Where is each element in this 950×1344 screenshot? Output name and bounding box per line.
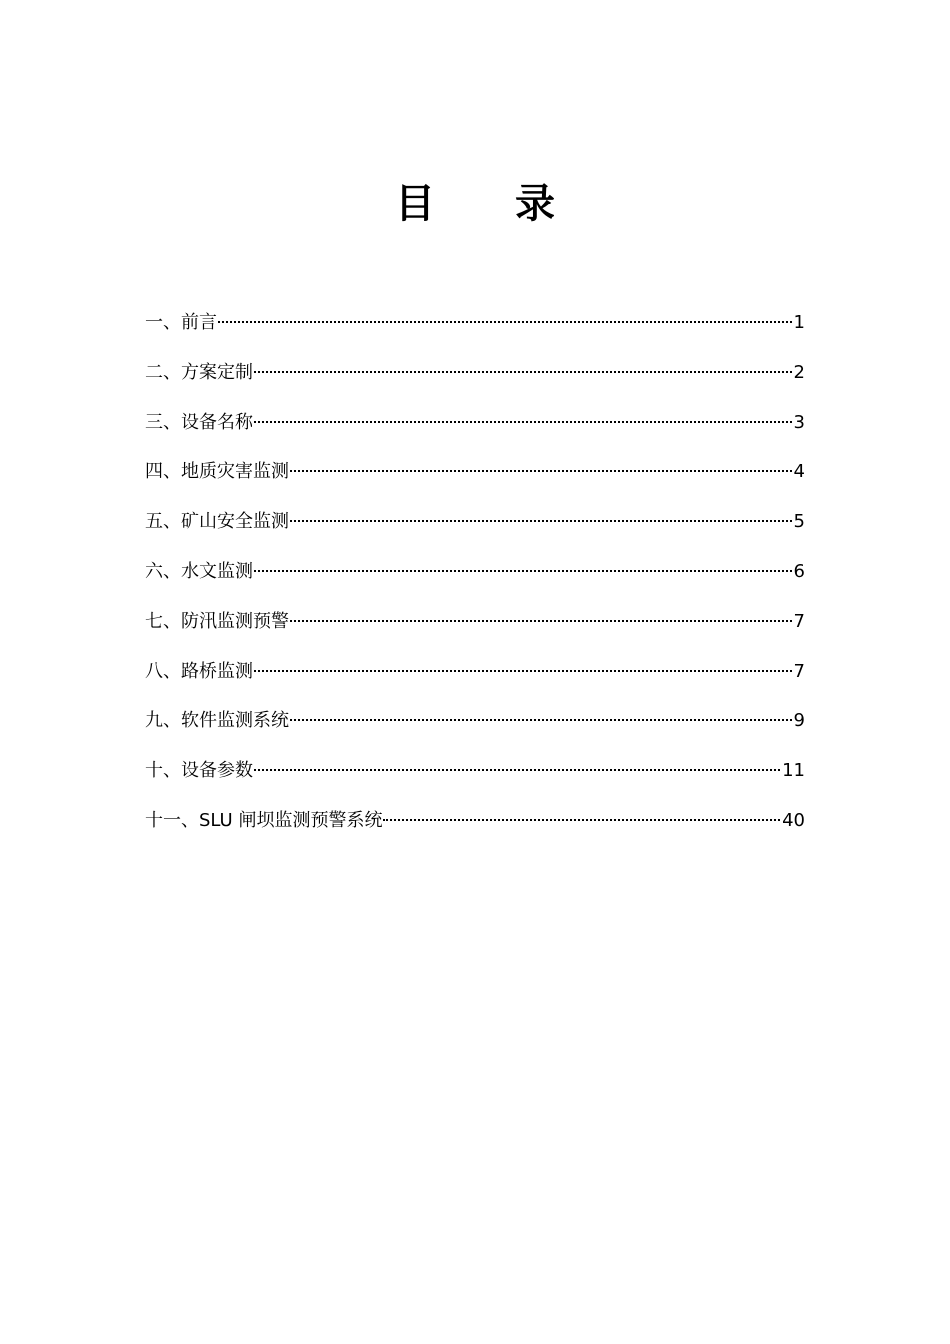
dot-leader <box>254 421 792 423</box>
toc-entry-label: 六、水文监测 <box>145 560 253 582</box>
toc-entry-road-bridge[interactable] <box>145 658 805 708</box>
toc-entry-page: 6 <box>793 560 805 582</box>
toc-entry-mine-safety[interactable] <box>145 508 805 558</box>
toc-entry-label: 五、矿山安全监测 <box>145 511 289 533</box>
dot-leader <box>218 321 792 323</box>
toc-entry-label: 十一、SLU 闸坝监测预警系统 <box>145 809 383 831</box>
toc-entry-label: 一、前言 <box>145 312 217 333</box>
page-title <box>0 172 950 229</box>
toc-entry-equipment-parameters[interactable] <box>145 757 805 807</box>
toc-entry-page: 7 <box>793 610 805 632</box>
dot-leader <box>254 769 780 771</box>
toc-entry-label: 四、地质灾害监测 <box>145 461 289 483</box>
table-of-contents <box>145 309 805 857</box>
title-char-1: 目 <box>395 180 435 227</box>
toc-entry-page: 9 <box>793 710 805 732</box>
toc-entry-label: 七、防汛监测预警 <box>145 610 289 632</box>
dot-leader <box>254 371 792 373</box>
toc-entry-page: 4 <box>793 461 805 483</box>
toc-entry-page: 40 <box>782 809 805 831</box>
dot-leader <box>290 520 792 522</box>
toc-entry-slu-dam-system[interactable] <box>145 807 805 857</box>
toc-entry-label: 十、设备参数 <box>145 760 253 782</box>
toc-entry-plan[interactable] <box>145 359 805 409</box>
toc-entry-geological-hazard[interactable] <box>145 458 805 508</box>
toc-entry-page: 5 <box>793 511 805 533</box>
toc-entry-flood-warning[interactable] <box>145 608 805 658</box>
dot-leader <box>290 470 792 472</box>
dot-leader <box>290 719 792 721</box>
dot-leader <box>290 620 792 622</box>
dot-leader <box>383 819 780 821</box>
toc-entry-foreword[interactable] <box>145 309 805 359</box>
dot-leader <box>254 670 792 672</box>
toc-entry-page: 1 <box>793 312 805 333</box>
toc-entry-label: 二、方案定制 <box>145 361 253 383</box>
toc-entry-page: 7 <box>793 660 805 682</box>
toc-entry-hydrology[interactable] <box>145 558 805 608</box>
toc-entry-label: 八、路桥监测 <box>145 660 253 682</box>
toc-entry-software-system[interactable] <box>145 707 805 757</box>
toc-entry-page: 3 <box>793 411 805 433</box>
title-char-2: 录 <box>515 180 555 227</box>
dot-leader <box>254 570 792 572</box>
toc-entry-label: 三、设备名称 <box>145 411 253 433</box>
toc-entry-label: 九、软件监测系统 <box>145 710 289 732</box>
toc-entry-page: 11 <box>782 760 805 782</box>
toc-entry-equipment-names[interactable] <box>145 409 805 459</box>
toc-entry-page: 2 <box>793 361 805 383</box>
